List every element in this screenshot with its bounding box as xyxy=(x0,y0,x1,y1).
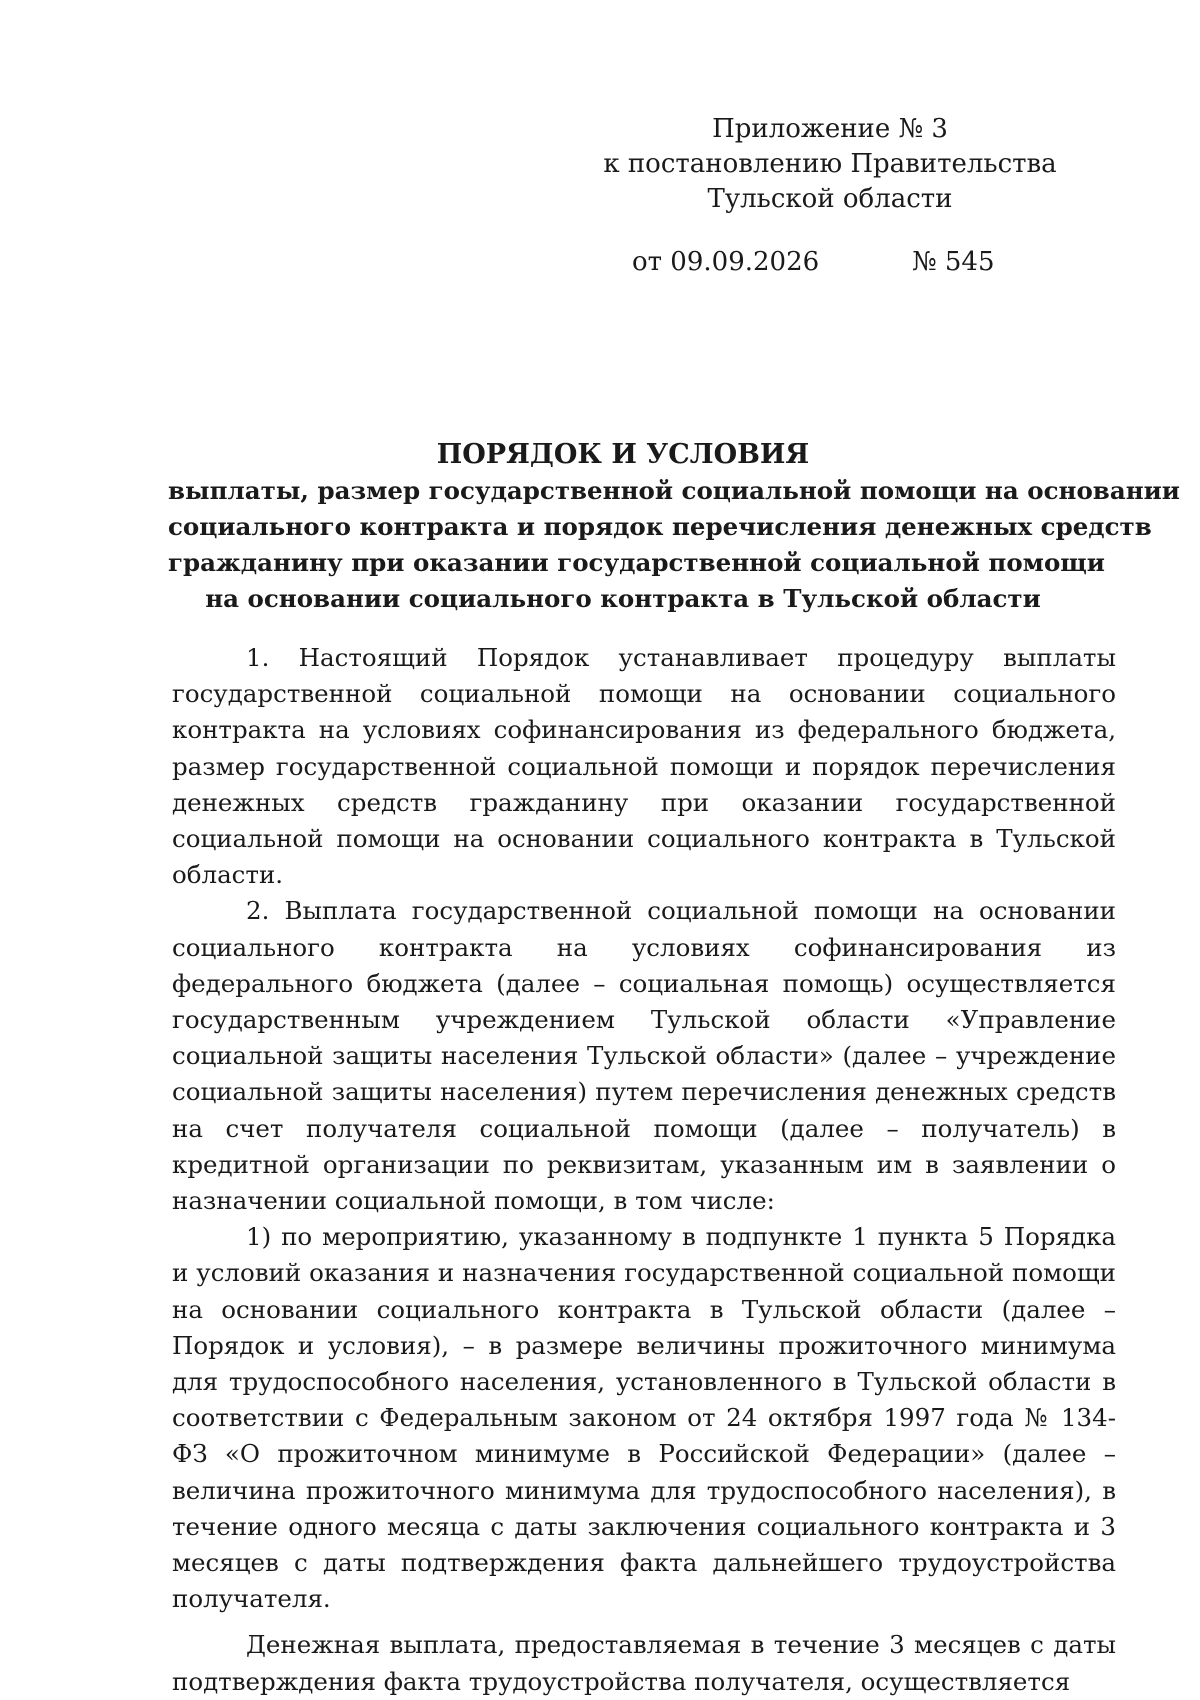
document-subtitle-line-2: социального контракта и порядок перечисления денежных средств xyxy=(168,512,1152,541)
document-body xyxy=(172,640,1116,1700)
document-title-block xyxy=(168,437,1180,617)
approval-resolution-label: к постановлению Правительства xyxy=(603,149,1057,179)
paragraph-1: 1. Настоящий Порядок устанавливает процедуру выплаты государственной социальной помощи на основании социального контракта на условиях софинансирования из федерального бюджета, размер государственной социальной помощи и порядок перечисления денежных средств гражданину при оказании государственной социальной помощи на основании социального контракта в Тульской области. xyxy=(172,643,1116,890)
approval-date: от 09.09.2026 xyxy=(632,247,820,277)
paragraph-2-subitem-1: 1) по мероприятию, указанному в подпункте 1 пункта 5 Порядка и условий оказания и назначения государственной социальной помощи на основании социального контракта в Тульской области (далее – Порядок и условия), – в размере величины прожиточного минимума для трудоспособного населения, установленного в Тульской области в соответствии с Федеральным законом от 24 октября 1997 года № 134-ФЗ «О прожиточном минимуме в Российской Федерации» (далее – величина прожиточного минимума для трудоспособного населения), в течение одного месяца с даты заключения социального контракта и 3 месяцев с даты подтверждения факта дальнейшего трудоустройства получателя. xyxy=(172,1222,1116,1614)
approval-region-label: Тульской области xyxy=(707,184,953,214)
paragraph-cash-payment: Денежная выплата, предоставляемая в течение 3 месяцев с даты подтверждения факта трудоустройства получателя, осуществляется xyxy=(172,1630,1116,1696)
approval-appendix-label: Приложение № 3 xyxy=(712,114,948,144)
paragraph-2: 2. Выплата государственной социальной помощи на основании социального контракта на условиях софинансирования из федерального бюджета (далее – социальная помощь) осуществляется государственным учреждением Тульской области «Управление социальной защиты населения Тульской области» (далее – учреждение социальной защиты населения) путем перечисления денежных средств на счет получателя социальной помощи (далее – получатель) в кредитной организации по реквизитам, указанным им в заявлении о назначении социальной помощи, в том числе: xyxy=(172,896,1116,1216)
document-subtitle-line-1: выплаты, размер государственной социальной помощи на основании xyxy=(168,476,1180,505)
approval-stamp-block xyxy=(600,112,1060,217)
document-subtitle-line-3: гражданину при оказании государственной социальной помощи xyxy=(168,548,1105,577)
document-title: ПОРЯДОК И УСЛОВИЯ xyxy=(436,439,810,470)
document-subtitle-line-4: на основании социального контракта в Тульской области xyxy=(205,584,1041,613)
approval-number: № 545 xyxy=(912,247,995,277)
